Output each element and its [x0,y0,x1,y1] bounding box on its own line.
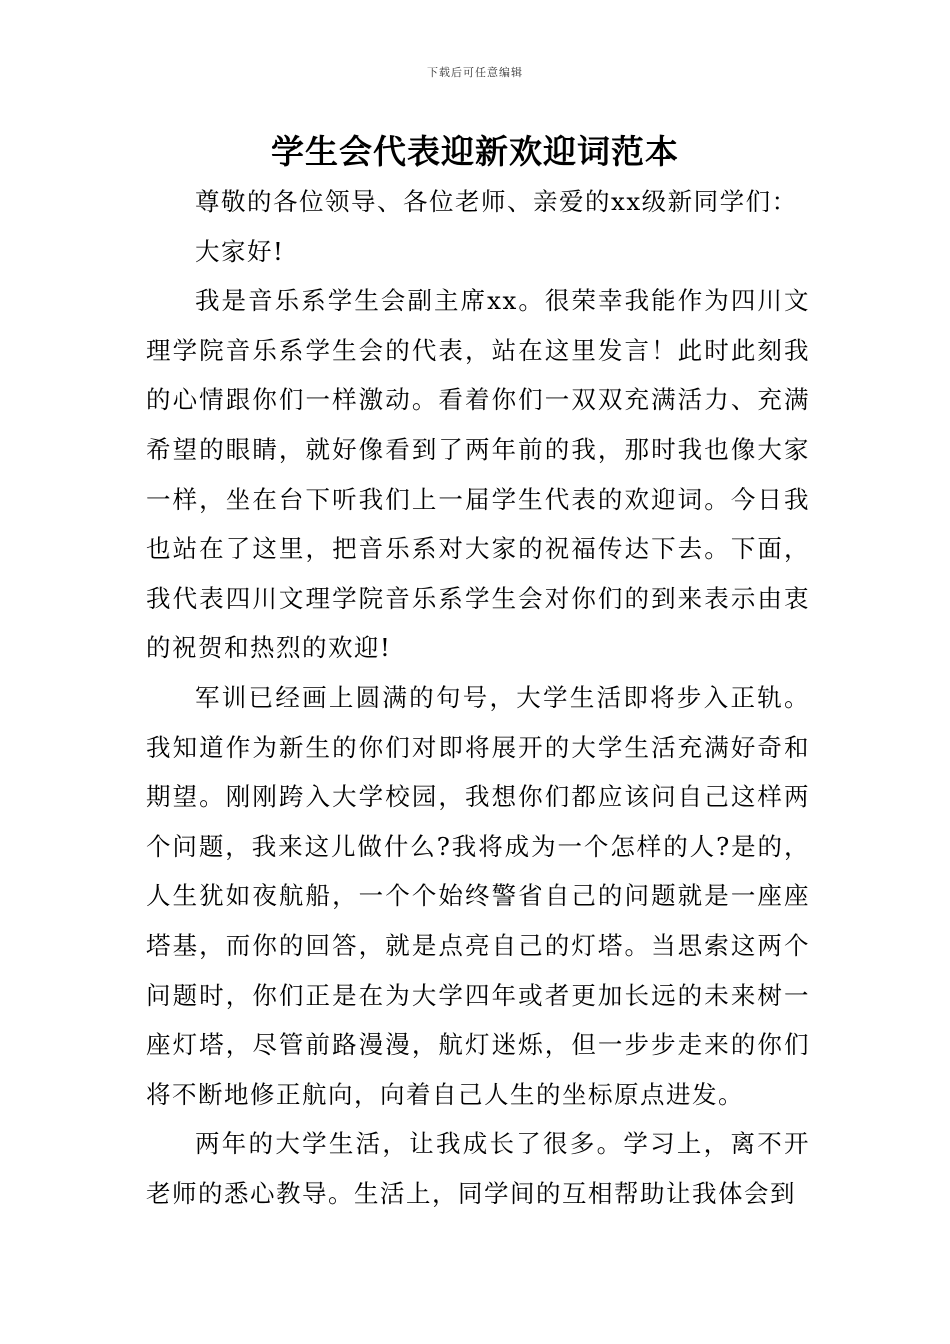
body-paragraph: 我是音乐系学生会副主席xx。很荣幸我能作为四川文理学院音乐系学生会的代表，站在这里发言！此时此刻我的心情跟你们一样激动。看着你们一双双充满活力、充满希望的眼睛，就好像看到了两年前的我，那时我也像大家一样，坐在台下听我们上一届学生代表的欢迎词。今日我也站在了这里，把音乐系对大家的祝福传达下去。下面，我代表四川文理学院音乐系学生会对你们的到来表示由衷的祝贺和热烈的欢迎! [146,286,810,663]
salutation-paragraph: 尊敬的各位领导、各位老师、亲爱的xx级新同学们： [195,187,798,216]
header-note: 下载后可任意编辑 [427,66,523,79]
document-body [146,177,810,1218]
document-title: 学生会代表迎新欢迎词范本 [271,132,679,171]
greeting-paragraph: 大家好! [195,236,285,266]
body-paragraph: 军训已经画上圆满的句号，大学生活即将步入正轨。我知道作为新生的你们对即将展开的大学生活充满好奇和期望。刚刚跨入大学校园，我想你们都应该问自己这样两个问题，我来这儿做什么?我将成为一个怎样的人?是的，人生犹如夜航船，一个个始终警省自己的问题就是一座座塔基，而你的回答，就是点亮自己的灯塔。当思索这两个问题时，你们正是在为大学四年或者更加长远的未来树一座灯塔，尽管前路漫漫，航灯迷烁，但一步步走来的你们将不断地修正航向，向着自己人生的坐标原点进发。 [146,682,810,1109]
body-paragraph: 两年的大学生活，让我成长了很多。学习上，离不开老师的悉心教导。生活上，同学间的互相帮助让我体会到 [146,1129,810,1208]
